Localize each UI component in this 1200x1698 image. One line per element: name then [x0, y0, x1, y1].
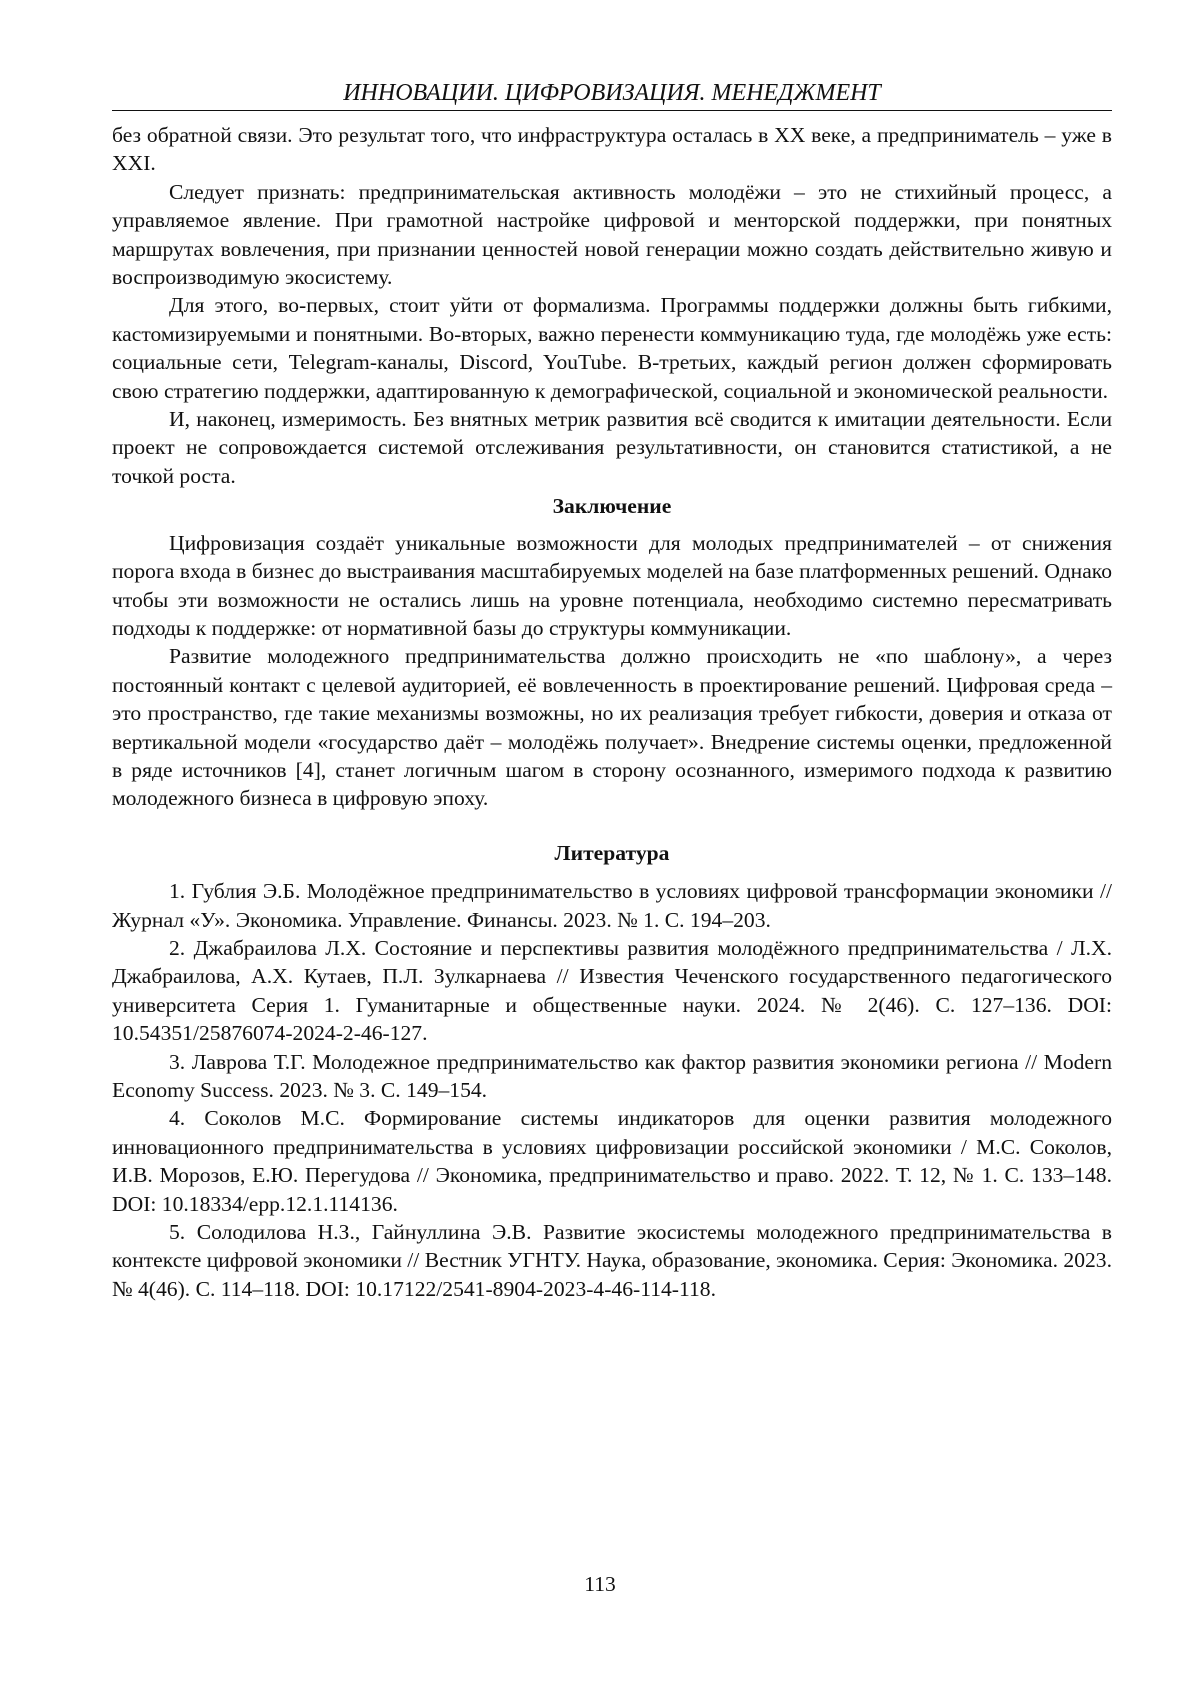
conclusion-heading: Заключение [112, 492, 1112, 520]
body-paragraph: Следует признать: предпринимательская активность молодёжи – это не стихийный процесс, а управляемое явление. При грамотной настройке цифровой и менторской поддержки, при понятных маршрутах вовлечения, при признании ценностей новой генерации можно создать действительно живую и воспроизводимую экосистему. [112, 178, 1112, 292]
reference-item: 1. Гублия Э.Б. Молодёжное предпринимательство в условиях цифровой трансформации экономики // Журнал «У». Экономика. Управление. Финансы. 2023. № 1. С. 194–203. [112, 877, 1112, 934]
body-paragraph: без обратной связи. Это результат того, что инфраструктура осталась в XX веке, а предприниматель – уже в XXI. [112, 121, 1112, 178]
reference-item: 5. Солодилова Н.З., Гайнуллина Э.В. Развитие экосистемы молодежного предпринимательства в контексте цифровой экономики // Вестник УГНТУ. Наука, образование, экономика. Серия: Экономика. 2023. № 4(46). С. 114–118. DOI: 10.17122/2541-8904-2023-4-46-114-118. [112, 1218, 1112, 1303]
body-paragraph: Для этого, во-первых, стоит уйти от формализма. Программы поддержки должны быть гибкими, кастомизируемыми и понятными. Во-вторых, важно перенести коммуникацию туда, где молодёжь уже есть: социальные сети, Telegram-каналы, Discord, YouTube. В-третьих, каждый регион должен сформировать свою стратегию поддержки, адаптированную к демографической, социальной и экономической реальности. [112, 291, 1112, 405]
reference-item: 4. Соколов М.С. Формирование системы индикаторов для оценки развития молодежного инновационного предпринимательства в условиях цифровизации российской экономики / М.С. Соколов, И.В. Морозов, Е.Ю. Перегудова // Экономика, предпринимательство и право. 2022. Т. 12, № 1. С. 133–148. DOI: 10.18334/epp.12.1.114136. [112, 1104, 1112, 1218]
conclusion-paragraph: Развитие молодежного предпринимательства должно происходить не «по шаблону», а через постоянный контакт с целевой аудиторией, её вовлеченность в проектирование решений. Цифровая среда – это пространство, где такие механизмы возможны, но их реализация требует гибкости, доверия и отказа от вертикальной модели «государство даёт – молодёжь получает». Внедрение системы оценки, предложенной в ряде источников [4], станет логичным шагом в сторону осознанного, измеримого подхода к развитию молодежного бизнеса в цифровую эпоху. [112, 642, 1112, 812]
page [112, 78, 1112, 1303]
body-paragraph: И, наконец, измеримость. Без внятных метрик развития всё сводится к имитации деятельности. Если проект не сопровождается системой отслеживания результативности, он становится статистикой, а не точкой роста. [112, 405, 1112, 490]
page-number: 113 [0, 1572, 1200, 1597]
conclusion-paragraph: Цифровизация создаёт уникальные возможности для молодых предпринимателей – от снижения порога входа в бизнес до выстраивания масштабируемых моделей на базе платформенных решений. Однако чтобы эти возможности не остались лишь на уровне потенциала, необходимо системно пересматривать подходы к поддержке: от нормативной базы до структуры коммуникации. [112, 529, 1112, 643]
running-head: ИННОВАЦИИ. ЦИФРОВИЗАЦИЯ. МЕНЕДЖМЕНТ [112, 78, 1112, 111]
reference-item: 3. Лаврова Т.Г. Молодежное предпринимательство как фактор развития экономики региона // Modern Economy Success. 2023. № 3. С. 149–154. [112, 1048, 1112, 1105]
literature-heading: Литература [112, 839, 1112, 867]
reference-item: 2. Джабраилова Л.Х. Состояние и перспективы развития молодёжного предпринимательства / Л.Х. Джабраилова, А.Х. Кутаев, П.Л. Зулкарнаева // Известия Чеченского государственного педагогического университета Серия 1. Гуманитарные и общественные науки. 2024. № 2(46). С. 127–136. DOI: 10.54351/25876074-2024-2-46-127. [112, 934, 1112, 1048]
